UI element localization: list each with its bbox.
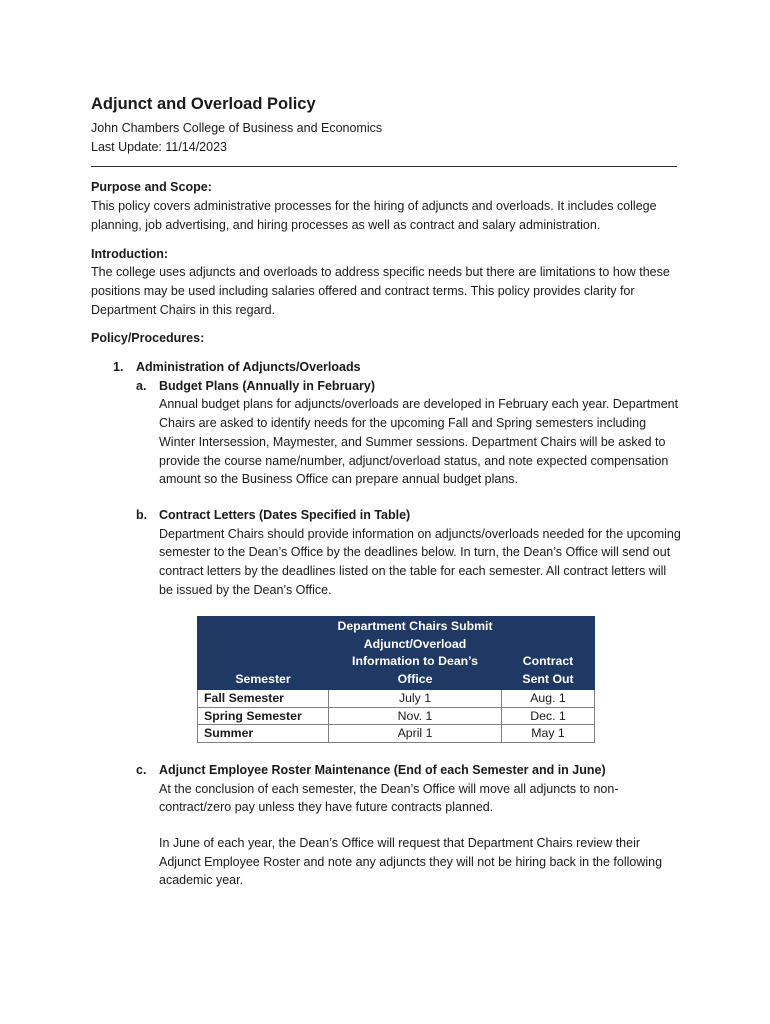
purpose-text: This policy covers administrative processes for the hiring of adjuncts and overloads. It includes college planning, job advertising, and hiring processes as well as contract and salary administration. — [91, 199, 657, 232]
sub-item-c — [136, 761, 681, 890]
deadline-table — [197, 616, 595, 743]
table-cell: July 1 — [329, 690, 502, 708]
roster-title: Adjunct Employee Roster Maintenance (End of each Semester and in June) — [159, 762, 606, 777]
table-cell: Summer — [198, 725, 329, 743]
table-cell: Aug. 1 — [502, 690, 595, 708]
last-update: Last Update: 11/14/2023 — [91, 139, 227, 154]
sub-item-a — [136, 377, 681, 489]
sub-item-letter: b. — [136, 507, 148, 522]
table-cell: April 1 — [329, 725, 502, 743]
roster-text-2: In June of each year, the Dean’s Office will request that Department Chairs review their Adjunct Employee Roster and note any adjuncts they will not be hiring back in the following academic year. — [159, 836, 663, 888]
roster-text-1: At the conclusion of each semester, the Dean’s Office will move all adjuncts to non-contract/zero pay unless they have future contracts planned. — [159, 781, 619, 815]
table-cell: Spring Semester — [198, 707, 329, 725]
contract-letters-text: Department Chairs should provide information on adjuncts/overloads needed for the upcoming semester to the Dean’s Office by the deadlines below. In turn, the Dean’s Office will send out contract letters by the deadlines listed on the table for each semester. All contract letters will be issued by the Dean’s Office. — [159, 526, 681, 597]
sub-item-letter: a. — [136, 378, 147, 393]
horizontal-rule — [91, 160, 677, 167]
table-cell: May 1 — [502, 725, 595, 743]
table-row — [198, 690, 595, 708]
paragraph-gap — [159, 817, 681, 834]
purpose-heading: Purpose and Scope: — [91, 180, 212, 195]
item-1-title: Administration of Adjuncts/Overloads — [136, 360, 361, 375]
table-cell: Dec. 1 — [502, 707, 595, 725]
table-header-row — [198, 617, 595, 690]
budget-plans-text: Annual budget plans for adjuncts/overloads are developed in February each year. Department Chairs are asked to identify needs for the upcoming Fall and Spring semesters including Winter Intersession, Maymester, and Summer sessions. Department Chairs will be asked to provide the course name/number, adjunct/overload status, and note expected compensation amount so the Business Office can prepare annual budget plans. — [159, 397, 679, 487]
document-title: Adjunct and Overload Policy — [91, 95, 316, 113]
intro-heading: Introduction: — [91, 246, 169, 261]
sub-item-letter: c. — [136, 762, 147, 777]
table-cell: Fall Semester — [198, 690, 329, 708]
sub-item-b — [136, 506, 681, 743]
table-header: Semester — [198, 617, 329, 690]
table-cell: Nov. 1 — [329, 707, 502, 725]
policy-item-1 — [113, 358, 681, 377]
table-header: Department Chairs Submit Adjunct/Overload Information to Dean’s Office — [329, 617, 502, 690]
intro-text: The college uses adjuncts and overloads to address specific needs but there are limitations to how these positions may be used including salaries offered and contract terms. This policy provides clarity for Department Chairs in this regard. — [91, 265, 670, 317]
contract-letters-title: Contract Letters (Dates Specified in Table) — [159, 507, 411, 522]
policy-heading: Policy/Procedures: — [91, 331, 205, 346]
table-header: Contract Sent Out — [502, 617, 595, 690]
org-name: John Chambers College of Business and Economics — [91, 121, 383, 135]
document-page — [91, 93, 681, 907]
table-row — [198, 725, 595, 743]
table-row — [198, 707, 595, 725]
budget-plans-title: Budget Plans (Annually in February) — [159, 378, 375, 393]
item-number: 1. — [113, 360, 124, 375]
